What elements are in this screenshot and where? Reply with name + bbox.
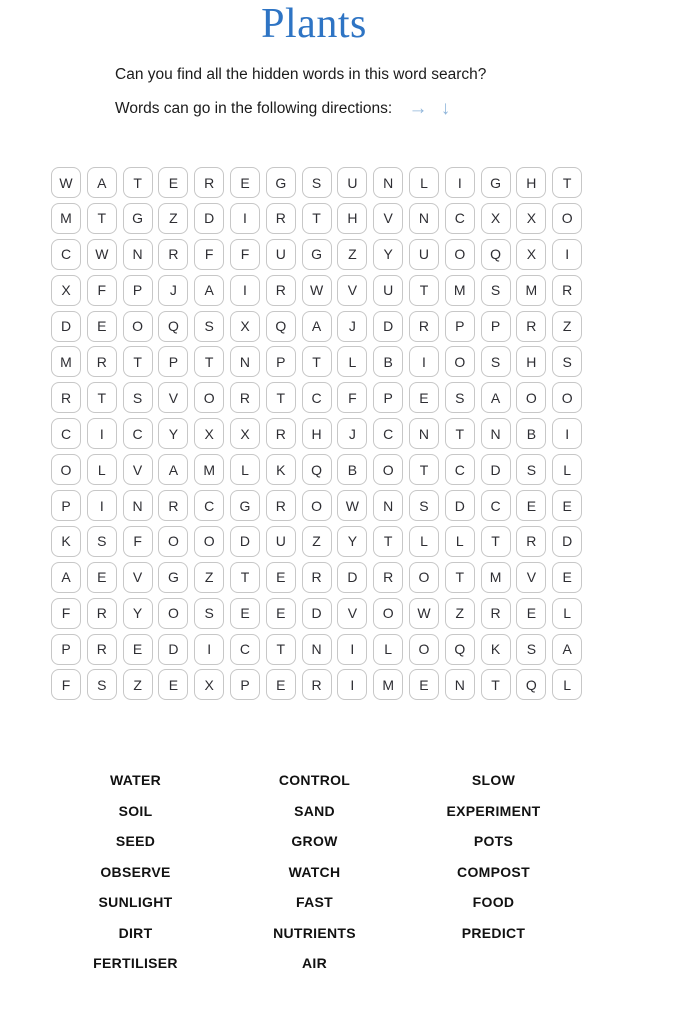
grid-cell[interactable]: X <box>51 275 81 306</box>
grid-cell[interactable]: L <box>445 526 475 557</box>
grid-cell[interactable]: Z <box>158 203 188 234</box>
grid-cell[interactable]: E <box>516 490 546 521</box>
word-list-item: SEED <box>115 833 156 850</box>
grid-cell[interactable]: H <box>337 203 367 234</box>
grid-cell[interactable]: L <box>409 526 439 557</box>
grid-cell[interactable]: E <box>266 669 296 700</box>
grid-cell[interactable]: O <box>516 382 546 413</box>
word-list-item: PREDICT <box>461 924 526 941</box>
grid-cell[interactable]: X <box>194 669 224 700</box>
grid-cell[interactable]: R <box>51 382 81 413</box>
grid-cell[interactable]: S <box>481 346 511 377</box>
word-list-item: NUTRIENTS <box>273 924 356 941</box>
grid-cell[interactable]: T <box>302 203 332 234</box>
grid-cell[interactable]: I <box>409 346 439 377</box>
grid-cell[interactable]: E <box>158 669 188 700</box>
grid-cell[interactable]: Q <box>445 634 475 665</box>
grid-cell[interactable]: H <box>516 167 546 198</box>
grid-cell[interactable]: Z <box>302 526 332 557</box>
grid-cell[interactable]: R <box>158 239 188 270</box>
grid-cell[interactable]: G <box>230 490 260 521</box>
grid-cell[interactable]: E <box>87 311 117 342</box>
grid-cell[interactable]: D <box>158 634 188 665</box>
grid-cell[interactable]: E <box>87 562 117 593</box>
grid-cell[interactable]: D <box>373 311 403 342</box>
grid-cell[interactable]: P <box>481 311 511 342</box>
grid-cell[interactable]: M <box>194 454 224 485</box>
grid-cell[interactable]: W <box>302 275 332 306</box>
grid-cell[interactable]: Y <box>337 526 367 557</box>
grid-cell[interactable]: D <box>230 526 260 557</box>
word-list-item: SOIL <box>118 802 153 819</box>
grid-cell[interactable]: N <box>302 634 332 665</box>
grid-cell[interactable]: T <box>302 346 332 377</box>
grid-cell[interactable]: O <box>194 526 224 557</box>
word-list-item: FERTILISER <box>93 955 178 972</box>
grid-cell[interactable]: M <box>445 275 475 306</box>
grid-cell[interactable]: Z <box>123 669 153 700</box>
grid-cell[interactable]: R <box>266 418 296 449</box>
grid-cell[interactable]: Y <box>158 418 188 449</box>
grid-cell[interactable]: J <box>158 275 188 306</box>
grid-cell[interactable]: R <box>516 526 546 557</box>
grid-cell[interactable]: C <box>445 454 475 485</box>
grid-cell[interactable]: P <box>51 634 81 665</box>
grid-cell[interactable]: E <box>230 598 260 629</box>
grid-cell[interactable]: S <box>409 490 439 521</box>
grid-cell[interactable]: N <box>123 239 153 270</box>
grid-cell[interactable]: I <box>87 490 117 521</box>
grid-cell[interactable]: Y <box>373 239 403 270</box>
grid-cell[interactable]: A <box>87 167 117 198</box>
grid-cell[interactable]: D <box>51 311 81 342</box>
grid-cell[interactable]: P <box>158 346 188 377</box>
grid-cell[interactable]: O <box>158 526 188 557</box>
grid-cell[interactable]: O <box>194 382 224 413</box>
grid-cell[interactable]: G <box>481 167 511 198</box>
grid-cell[interactable]: E <box>230 167 260 198</box>
grid-cell[interactable]: N <box>409 203 439 234</box>
grid-cell[interactable]: M <box>516 275 546 306</box>
grid-cell[interactable]: V <box>516 562 546 593</box>
grid-cell[interactable]: B <box>516 418 546 449</box>
grid-cell[interactable]: G <box>158 562 188 593</box>
grid-cell[interactable]: A <box>51 562 81 593</box>
grid-cell[interactable]: N <box>373 490 403 521</box>
grid-cell[interactable]: R <box>302 669 332 700</box>
grid-cell[interactable]: S <box>516 634 546 665</box>
grid-cell[interactable]: E <box>266 598 296 629</box>
grid-cell[interactable]: Q <box>516 669 546 700</box>
grid-cell[interactable]: Z <box>445 598 475 629</box>
grid-cell[interactable]: A <box>302 311 332 342</box>
grid-cell[interactable]: R <box>87 634 117 665</box>
grid-cell[interactable]: U <box>266 239 296 270</box>
grid-cell[interactable]: E <box>552 562 582 593</box>
grid-cell[interactable]: R <box>266 203 296 234</box>
grid-cell[interactable]: I <box>445 167 475 198</box>
grid-cell[interactable]: T <box>194 346 224 377</box>
grid-cell[interactable]: O <box>51 454 81 485</box>
grid-cell[interactable]: T <box>266 382 296 413</box>
grid-cell[interactable]: S <box>87 526 117 557</box>
grid-cell[interactable]: P <box>51 490 81 521</box>
page-title: Plants <box>261 1 367 47</box>
grid-cell[interactable]: X <box>481 203 511 234</box>
grid-cell[interactable]: I <box>194 634 224 665</box>
grid-cell[interactable]: N <box>409 418 439 449</box>
word-list-column-1 <box>46 765 225 979</box>
grid-cell[interactable]: B <box>337 454 367 485</box>
word-list-item: OBSERVE <box>100 863 171 880</box>
grid-cell[interactable]: F <box>51 669 81 700</box>
grid-cell[interactable]: A <box>481 382 511 413</box>
grid-cell[interactable]: O <box>123 311 153 342</box>
grid-cell[interactable]: B <box>373 346 403 377</box>
grid-cell[interactable]: P <box>123 275 153 306</box>
word-list-item: WATCH <box>288 863 341 880</box>
grid-cell[interactable]: Q <box>481 239 511 270</box>
grid-cell[interactable]: I <box>337 634 367 665</box>
grid-cell[interactable]: S <box>481 275 511 306</box>
grid-cell[interactable]: T <box>266 634 296 665</box>
grid-cell[interactable]: U <box>337 167 367 198</box>
word-list-item: SAND <box>294 802 335 819</box>
grid-cell[interactable]: C <box>123 418 153 449</box>
word-list-item: FAST <box>296 894 333 911</box>
grid-cell[interactable]: O <box>552 382 582 413</box>
grid-cell[interactable]: N <box>481 418 511 449</box>
grid-cell[interactable]: F <box>51 598 81 629</box>
grid-cell[interactable]: V <box>337 598 367 629</box>
grid-cell[interactable]: D <box>194 203 224 234</box>
grid-cell[interactable]: R <box>194 167 224 198</box>
word-list-item: COMPOST <box>457 863 530 880</box>
grid-cell[interactable]: T <box>123 346 153 377</box>
grid-cell[interactable]: K <box>481 634 511 665</box>
grid-cell[interactable]: O <box>373 454 403 485</box>
grid-cell[interactable]: T <box>552 167 582 198</box>
grid-cell[interactable]: H <box>302 418 332 449</box>
grid-cell[interactable]: W <box>87 239 117 270</box>
grid-cell[interactable]: V <box>373 203 403 234</box>
instruction-line-1: Can you find all the hidden words in this word search? <box>115 66 487 83</box>
grid-cell[interactable]: V <box>158 382 188 413</box>
grid-cell[interactable]: Q <box>266 311 296 342</box>
grid-cell[interactable]: O <box>409 634 439 665</box>
grid-cell[interactable]: A <box>194 275 224 306</box>
grid-cell[interactable]: R <box>266 490 296 521</box>
grid-cell[interactable]: F <box>194 239 224 270</box>
grid-cell[interactable]: I <box>552 239 582 270</box>
grid-cell[interactable]: G <box>123 203 153 234</box>
grid-cell[interactable]: E <box>158 167 188 198</box>
grid-cell[interactable]: T <box>87 203 117 234</box>
grid-cell[interactable]: J <box>337 311 367 342</box>
grid-cell[interactable]: R <box>552 275 582 306</box>
grid-cell[interactable]: D <box>481 454 511 485</box>
grid-cell[interactable]: O <box>445 239 475 270</box>
grid-cell[interactable]: S <box>302 167 332 198</box>
grid-cell[interactable]: R <box>87 346 117 377</box>
grid-cell[interactable]: T <box>230 562 260 593</box>
grid-cell[interactable]: C <box>51 418 81 449</box>
grid-cell[interactable]: L <box>409 167 439 198</box>
grid-cell[interactable]: L <box>552 598 582 629</box>
grid-cell[interactable]: C <box>302 382 332 413</box>
grid-cell[interactable]: O <box>302 490 332 521</box>
word-list-item: POTS <box>473 833 514 850</box>
grid-cell[interactable]: S <box>516 454 546 485</box>
grid-cell[interactable]: X <box>516 239 546 270</box>
word-list-item: SUNLIGHT <box>98 894 173 911</box>
grid-cell[interactable]: D <box>552 526 582 557</box>
grid-cell[interactable]: F <box>87 275 117 306</box>
grid-cell[interactable]: T <box>445 562 475 593</box>
grid-cell[interactable]: R <box>516 311 546 342</box>
grid-cell[interactable]: S <box>87 669 117 700</box>
grid-cell[interactable]: F <box>230 239 260 270</box>
grid-cell[interactable]: L <box>87 454 117 485</box>
grid-cell[interactable]: M <box>51 346 81 377</box>
grid-cell[interactable]: P <box>230 669 260 700</box>
grid-cell[interactable]: O <box>158 598 188 629</box>
grid-cell[interactable]: R <box>302 562 332 593</box>
grid-cell[interactable]: N <box>373 167 403 198</box>
grid-cell[interactable]: C <box>373 418 403 449</box>
grid-cell[interactable]: I <box>337 669 367 700</box>
grid-cell[interactable]: X <box>516 203 546 234</box>
grid-cell[interactable]: Z <box>337 239 367 270</box>
grid-cell[interactable]: C <box>194 490 224 521</box>
grid-cell[interactable]: D <box>337 562 367 593</box>
grid-cell[interactable]: C <box>481 490 511 521</box>
word-list-item: WATER <box>109 772 161 789</box>
grid-cell[interactable]: R <box>158 490 188 521</box>
grid-cell[interactable]: Q <box>158 311 188 342</box>
grid-cell[interactable]: L <box>337 346 367 377</box>
grid-cell[interactable]: R <box>230 382 260 413</box>
grid-cell[interactable]: I <box>552 418 582 449</box>
word-list-column-2 <box>225 765 404 979</box>
word-search-grid <box>51 167 582 700</box>
grid-cell[interactable]: L <box>230 454 260 485</box>
grid-cell[interactable]: T <box>445 418 475 449</box>
word-list-item: DIRT <box>118 924 153 941</box>
grid-cell[interactable]: O <box>445 346 475 377</box>
grid-cell[interactable]: R <box>481 598 511 629</box>
down-arrow-icon: ↓ <box>440 98 451 119</box>
grid-cell[interactable]: J <box>337 418 367 449</box>
word-list <box>46 765 583 979</box>
grid-cell[interactable]: L <box>552 669 582 700</box>
grid-cell[interactable]: D <box>302 598 332 629</box>
grid-cell[interactable]: T <box>409 275 439 306</box>
grid-cell[interactable]: I <box>230 275 260 306</box>
grid-cell[interactable]: E <box>552 490 582 521</box>
grid-cell[interactable]: S <box>194 598 224 629</box>
grid-cell[interactable]: I <box>87 418 117 449</box>
grid-cell[interactable]: V <box>123 562 153 593</box>
grid-cell[interactable]: L <box>373 634 403 665</box>
word-list-item: CONTROL <box>278 772 351 789</box>
grid-cell[interactable]: X <box>230 418 260 449</box>
word-list-item: GROW <box>291 833 338 850</box>
grid-cell[interactable]: W <box>409 598 439 629</box>
word-list-item: FOOD <box>472 894 515 911</box>
grid-cell[interactable]: P <box>266 346 296 377</box>
grid-cell[interactable]: K <box>266 454 296 485</box>
instruction-line-2-text: Words can go in the following directions: <box>115 100 393 117</box>
grid-cell[interactable]: R <box>87 598 117 629</box>
grid-cell[interactable]: M <box>481 562 511 593</box>
grid-cell[interactable]: I <box>230 203 260 234</box>
grid-cell[interactable]: O <box>409 562 439 593</box>
grid-cell[interactable]: R <box>266 275 296 306</box>
grid-cell[interactable]: U <box>409 239 439 270</box>
grid-cell[interactable]: S <box>194 311 224 342</box>
grid-cell[interactable]: L <box>552 454 582 485</box>
grid-cell[interactable]: T <box>123 167 153 198</box>
grid-cell[interactable]: K <box>51 526 81 557</box>
right-arrow-icon: → <box>408 98 428 119</box>
grid-cell[interactable]: E <box>409 382 439 413</box>
grid-cell[interactable]: A <box>552 634 582 665</box>
grid-cell[interactable]: A <box>158 454 188 485</box>
grid-cell[interactable]: G <box>266 167 296 198</box>
grid-cell[interactable]: N <box>123 490 153 521</box>
grid-cell[interactable]: R <box>409 311 439 342</box>
grid-cell[interactable]: V <box>337 275 367 306</box>
grid-cell[interactable]: C <box>445 203 475 234</box>
grid-cell[interactable]: E <box>123 634 153 665</box>
grid-cell[interactable]: T <box>373 526 403 557</box>
grid-cell[interactable]: W <box>337 490 367 521</box>
word-list-item: AIR <box>301 955 327 972</box>
grid-cell[interactable]: D <box>445 490 475 521</box>
grid-cell[interactable]: T <box>481 669 511 700</box>
grid-cell[interactable]: P <box>373 382 403 413</box>
grid-cell[interactable]: S <box>445 382 475 413</box>
grid-cell[interactable]: E <box>409 669 439 700</box>
grid-cell[interactable]: E <box>516 598 546 629</box>
grid-cell[interactable]: S <box>123 382 153 413</box>
grid-cell[interactable]: G <box>302 239 332 270</box>
grid-cell[interactable]: H <box>516 346 546 377</box>
grid-cell[interactable]: X <box>194 418 224 449</box>
grid-cell[interactable]: X <box>230 311 260 342</box>
grid-cell[interactable]: U <box>266 526 296 557</box>
grid-cell[interactable]: W <box>51 167 81 198</box>
grid-cell[interactable]: Z <box>552 311 582 342</box>
grid-cell[interactable]: T <box>481 526 511 557</box>
word-list-column-3 <box>404 765 583 979</box>
grid-cell[interactable]: T <box>87 382 117 413</box>
word-list-item: EXPERIMENT <box>446 802 541 819</box>
grid-cell[interactable]: O <box>373 598 403 629</box>
grid-cell[interactable]: T <box>409 454 439 485</box>
grid-cell[interactable]: N <box>230 346 260 377</box>
instruction-line-2 <box>115 98 450 120</box>
grid-cell[interactable]: C <box>51 239 81 270</box>
grid-cell[interactable]: Q <box>302 454 332 485</box>
grid-cell[interactable]: N <box>445 669 475 700</box>
grid-cell[interactable]: Y <box>123 598 153 629</box>
grid-cell[interactable]: P <box>445 311 475 342</box>
grid-cell[interactable]: M <box>51 203 81 234</box>
grid-cell[interactable]: M <box>373 669 403 700</box>
grid-cell[interactable]: O <box>552 203 582 234</box>
grid-cell[interactable]: F <box>123 526 153 557</box>
word-list-item: SLOW <box>471 772 516 789</box>
grid-cell[interactable]: C <box>230 634 260 665</box>
grid-cell[interactable]: S <box>552 346 582 377</box>
grid-cell[interactable]: V <box>123 454 153 485</box>
grid-cell[interactable]: Z <box>194 562 224 593</box>
grid-cell[interactable]: U <box>373 275 403 306</box>
grid-cell[interactable]: F <box>337 382 367 413</box>
grid-cell[interactable]: R <box>373 562 403 593</box>
grid-cell[interactable]: E <box>266 562 296 593</box>
